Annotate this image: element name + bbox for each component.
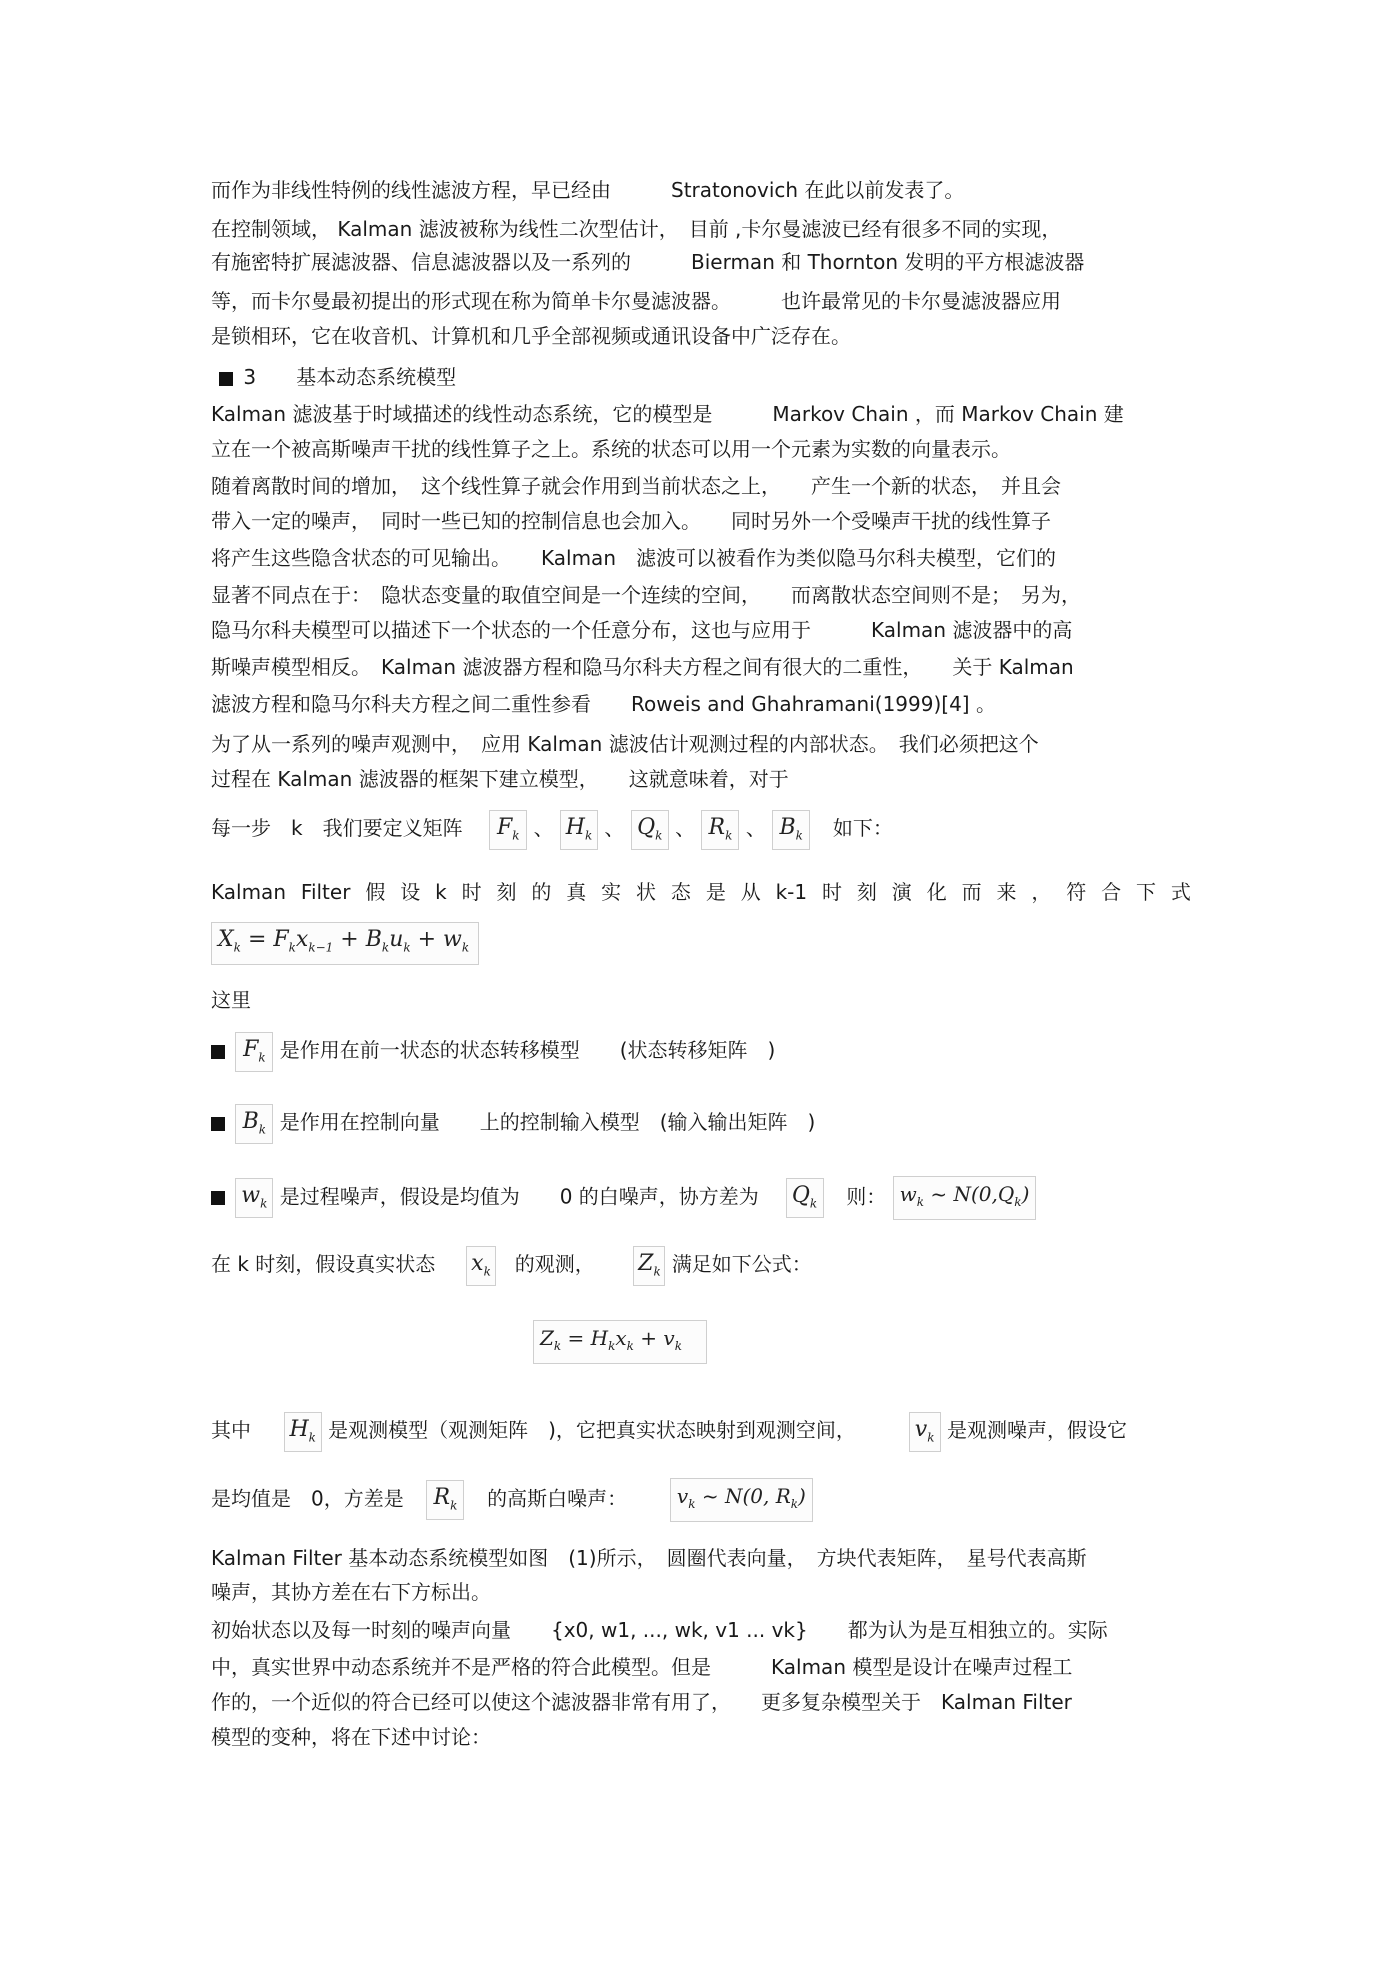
word: 从	[740, 880, 761, 904]
text-line: 这里	[211, 988, 251, 1012]
bullet-square-icon	[211, 1045, 225, 1059]
separator: 、	[533, 816, 554, 840]
justified-line	[211, 880, 1191, 904]
word: 时	[461, 880, 482, 904]
noise-line	[211, 1478, 813, 1522]
word: 式	[1170, 880, 1191, 904]
word: 而	[961, 880, 982, 904]
formula-image-Qk: $Q_k$	[631, 810, 669, 850]
formula-image-Hk: $H_k$	[560, 810, 598, 850]
text-line: 带入一定的噪声， 同时一些已知的控制信息也会加入。 同时另外一个受噪声干扰的线性算子	[211, 509, 1051, 533]
word: 实	[601, 880, 622, 904]
text-line: 在控制领域， Kalman 滤波被称为线性二次型估计， 目前 ,卡尔曼滤波已经有很多不同的实现，	[211, 217, 1062, 241]
word: 来	[996, 880, 1017, 904]
text-line: 而作为非线性特例的线性滤波方程，早已经由 Stratonovich 在此以前发表了。	[211, 178, 965, 202]
text-line: 显著不同点在于： 隐状态变量的取值空间是一个连续的空间， 而离散状态空间则不是； 另为，	[211, 583, 1081, 607]
formula-image-Qk: $Q_k$	[786, 1178, 824, 1218]
model-text: 是观测噪声，假设它	[946, 1418, 1127, 1442]
word: 化	[926, 880, 947, 904]
text-line: 作的，一个近似的符合已经可以使这个滤波器非常有用了， 更多复杂模型关于 Kalman Filter	[211, 1690, 1072, 1714]
noise-text: 是均值是 0，方差是	[211, 1486, 404, 1511]
formula-image-Bk: $B_k$	[772, 810, 810, 850]
word: 符	[1066, 880, 1087, 904]
bullet-text: 是作用在前一状态的状态转移模型 (状态转移矩阵 )	[279, 1038, 776, 1062]
word: 状	[636, 880, 657, 904]
word: 刻	[496, 880, 517, 904]
bullet-item	[211, 1176, 1036, 1220]
word: 合	[1101, 880, 1122, 904]
section-heading-text: 3 基本动态系统模型	[243, 365, 457, 389]
separator: 、	[745, 816, 766, 840]
bullet-text: 是过程噪声，假设是均值为 0 的白噪声，协方差为	[279, 1184, 759, 1209]
text-line: 将产生这些隐含状态的可见输出。 Kalman 滤波可以被看作为类似隐马尔科夫模型，它们的	[211, 546, 1056, 570]
formula-image-Fk: $F_k$	[235, 1032, 273, 1072]
text-line: 立在一个被高斯噪声干扰的线性算子之上。系统的状态可以用一个元素为实数的向量表示。	[211, 437, 1011, 461]
text-line: 中，真实世界中动态系统并不是严格的符合此模型。但是 Kalman 模型是设计在噪声过程工	[211, 1655, 1073, 1679]
matrix-definition-line	[211, 808, 893, 850]
model-line	[211, 1410, 1127, 1452]
bullet-item	[211, 1030, 775, 1072]
text-line: 有施密特扩展滤波器、信息滤波器以及一系列的 Bierman 和 Thornton 发明的平方根滤波器	[211, 250, 1085, 274]
bullet-square-icon	[211, 1117, 225, 1131]
observation-text: 满足如下公式：	[671, 1252, 812, 1276]
text-line: 滤波方程和隐马尔科夫方程之间二重性参看 Roweis and Ghahramani(1999)[4] 。	[211, 692, 996, 716]
word: ，	[1031, 880, 1052, 904]
formula-image-wk: $w_k$	[235, 1178, 273, 1218]
text-line: 过程在 Kalman 滤波器的框架下建立模型， 这就意味着，对于	[211, 767, 789, 791]
formula-image-Rk: $R_k$	[426, 1480, 464, 1520]
formula-state-equation: $X_k = F_kx_{k-1} + B_ku_k + w_k$	[211, 922, 479, 965]
text-line: 隐马尔科夫模型可以描述下一个状态的一个任意分布，这也与应用于 Kalman 滤波器中的高	[211, 618, 1073, 642]
observation-line	[211, 1244, 812, 1286]
bullet-square-icon	[219, 372, 233, 386]
bullet-square-icon	[211, 1191, 225, 1205]
word: k	[435, 880, 447, 904]
section-heading	[219, 365, 456, 389]
model-text: 是观测模型（观测矩阵 )，它把真实状态映射到观测空间，	[328, 1418, 856, 1442]
word: 是	[705, 880, 726, 904]
word: k-1	[775, 880, 808, 904]
bullet-text: 则：	[846, 1184, 887, 1209]
word: Kalman	[211, 880, 286, 904]
formula-image-Rk: $R_k$	[701, 810, 739, 850]
formula-image-xk: $x_k$	[466, 1246, 496, 1286]
text-line: 随着离散时间的增加， 这个线性算子就会作用到当前状态之上， 产生一个新的状态， 并且会	[211, 474, 1061, 498]
word: 假	[365, 880, 386, 904]
noise-text: 的高斯白噪声：	[487, 1486, 628, 1511]
text-line: 模型的变种，将在下述中讨论：	[211, 1725, 491, 1749]
formula-wk-distribution: $w_k$ ~ $N(0,Q_k)$	[893, 1176, 1037, 1220]
word: 时	[822, 880, 843, 904]
observation-text: 的观测，	[514, 1252, 595, 1276]
word: 演	[891, 880, 912, 904]
text-line: Kalman Filter 基本动态系统模型如图 (1)所示， 圆圈代表向量， 方块代表矩阵， 星号代表高斯	[211, 1546, 1087, 1570]
formula-image-Zk: $Z_k$	[633, 1246, 665, 1286]
text-line: 是锁相环，它在收音机、计算机和几乎全部视频或通讯设备中广泛存在。	[211, 324, 851, 348]
text-line: 噪声，其协方差在右下方标出。	[211, 1580, 491, 1604]
formula-image-Bk: $B_k$	[235, 1104, 273, 1144]
word: 刻	[856, 880, 877, 904]
formula-image-vk: $v_k$	[909, 1412, 941, 1452]
formula-image-Fk: $F_k$	[489, 810, 527, 850]
bullet-text: 是作用在控制向量 上的控制输入模型 (输入输出矩阵 )	[279, 1110, 816, 1134]
word: 设	[400, 880, 421, 904]
formula-vk-distribution: $v_k$ ~ N(0, $R_k$)	[670, 1478, 813, 1522]
text-line: Kalman 滤波基于时域描述的线性动态系统，它的模型是 Markov Chain ，而 Markov Chain 建	[211, 402, 1124, 426]
word: Filter	[300, 880, 351, 904]
separator: 、	[675, 816, 696, 840]
formula-image-Hk: $H_k$	[284, 1412, 322, 1452]
matrix-definition-text: 每一步 k 我们要定义矩阵	[211, 816, 463, 840]
text-line: 为了从一系列的噪声观测中， 应用 Kalman 滤波估计观测过程的内部状态。 我们必须把这个	[211, 732, 1039, 756]
word: 态	[670, 880, 691, 904]
text-line: 斯噪声模型相反。 Kalman 滤波器方程和隐马尔科夫方程之间有很大的二重性， 关于 Kalman	[211, 655, 1074, 679]
formula-observation-equation: $Z_k = H_kx_k + v_k$	[533, 1320, 707, 1364]
matrix-definition-suffix: 如下：	[832, 816, 893, 840]
model-text: 其中	[211, 1418, 251, 1442]
word: 的	[531, 880, 552, 904]
separator: 、	[604, 816, 625, 840]
observation-text: 在 k 时刻，假设真实状态	[211, 1252, 436, 1276]
word: 下	[1136, 880, 1157, 904]
bullet-item	[211, 1102, 815, 1144]
word: 真	[566, 880, 587, 904]
text-line: 等，而卡尔曼最初提出的形式现在称为简单卡尔曼滤波器。 也许最常见的卡尔曼滤波器应用	[211, 289, 1061, 313]
text-line: 初始状态以及每一时刻的噪声向量 {x0, w1, ..., wk, v1 ... vk} 都为认为是互相独立的。实际	[211, 1618, 1108, 1642]
